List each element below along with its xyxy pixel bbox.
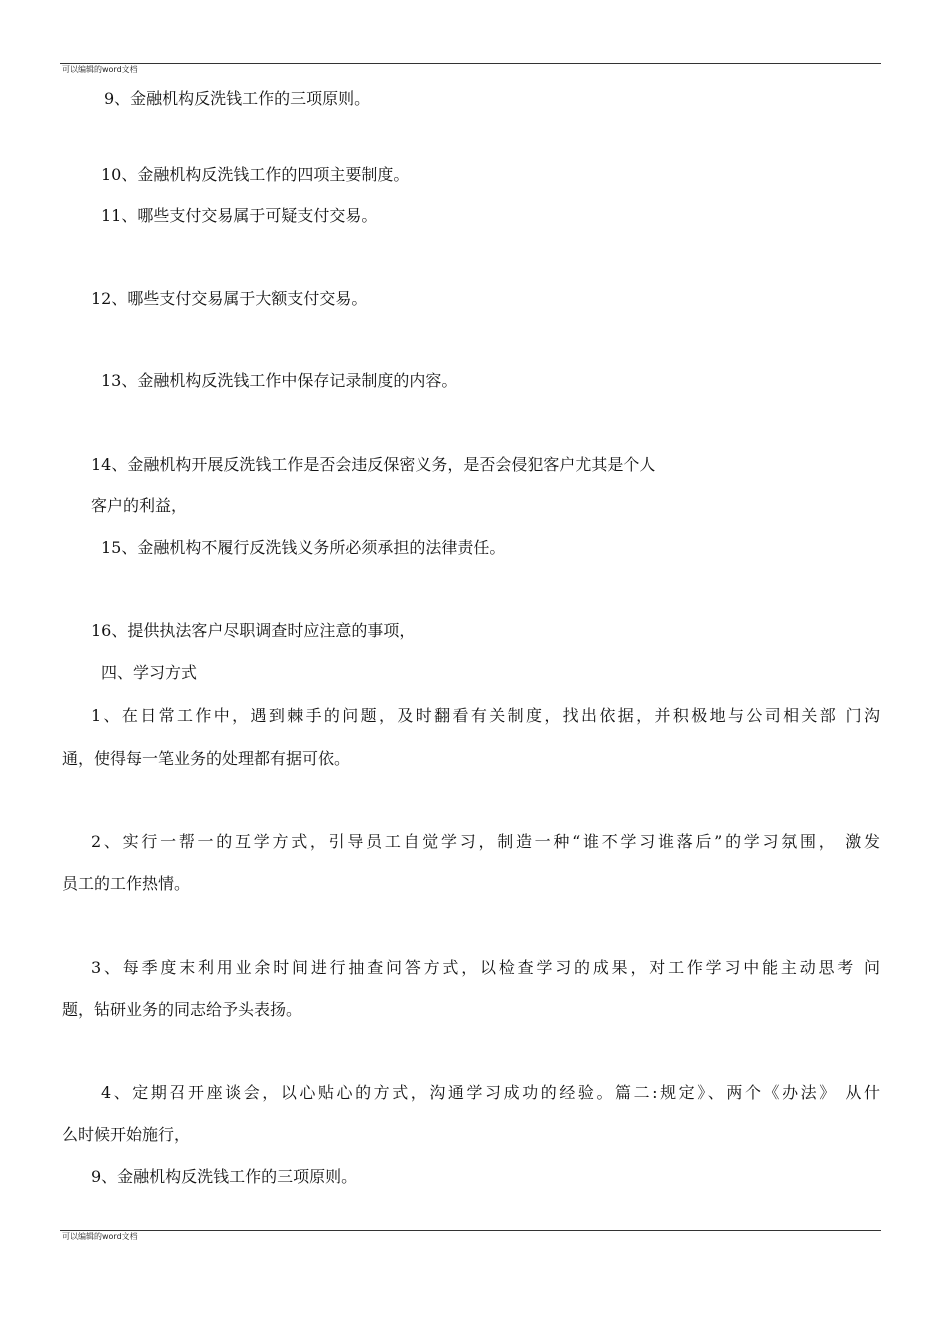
method-3-line-2: 题，钻研业务的同志给予头表扬。	[62, 1000, 303, 1019]
item-14-continued: 客户的利益，	[91, 496, 188, 515]
section-heading-study-methods: 四、学习方式	[101, 663, 198, 682]
item-13: 13、金融机构反洗钱工作中保存记录制度的内容。	[101, 371, 458, 390]
header-rule	[60, 63, 881, 64]
footer-rule	[60, 1230, 881, 1231]
method-4-line-1: 4、定期召开座谈会，以心贴心的方式，沟通学习成功的经验。篇二:规定》、两个《办法》 从什	[101, 1083, 880, 1102]
item-11: 11、哪些支付交易属于可疑支付交易。	[101, 206, 378, 225]
item-9-repeat: 9、金融机构反洗钱工作的三项原则。	[91, 1167, 358, 1186]
method-3-line-1: 3、每季度末利用业余时间进行抽查问答方式，以检查学习的成果，对工作学习中能主动思考 问	[91, 958, 880, 977]
method-2-line-2: 员工的工作热情。	[62, 874, 191, 893]
item-14: 14、金融机构开展反洗钱工作是否会违反保密义务，是否会侵犯客户尤其是个人	[91, 455, 656, 474]
item-12: 12、哪些支付交易属于大额支付交易。	[91, 289, 368, 308]
page-header-label: 可以编辑的word文档	[62, 65, 138, 74]
item-9: 9、金融机构反洗钱工作的三项原则。	[104, 89, 371, 108]
method-4-line-2: 么时候开始施行，	[62, 1125, 191, 1144]
item-15: 15、金融机构不履行反洗钱义务所必须承担的法律责任。	[101, 538, 506, 557]
page-footer-label: 可以编辑的word文档	[62, 1232, 138, 1241]
item-10: 10、金融机构反洗钱工作的四项主要制度。	[101, 165, 410, 184]
method-2-line-1: 2、实行一帮一的互学方式，引导员工自觉学习，制造一种“谁不学习谁落后”的学习氛围， 激发	[91, 832, 880, 851]
method-1-line-2: 通，使得每一笔业务的处理都有据可依。	[62, 749, 351, 768]
item-16: 16、提供执法客户尽职调查时应注意的事项，	[91, 621, 416, 640]
method-1-line-1: 1、在日常工作中，遇到棘手的问题，及时翻看有关制度，找出依据，并积极地与公司相关部 门沟	[91, 706, 880, 725]
